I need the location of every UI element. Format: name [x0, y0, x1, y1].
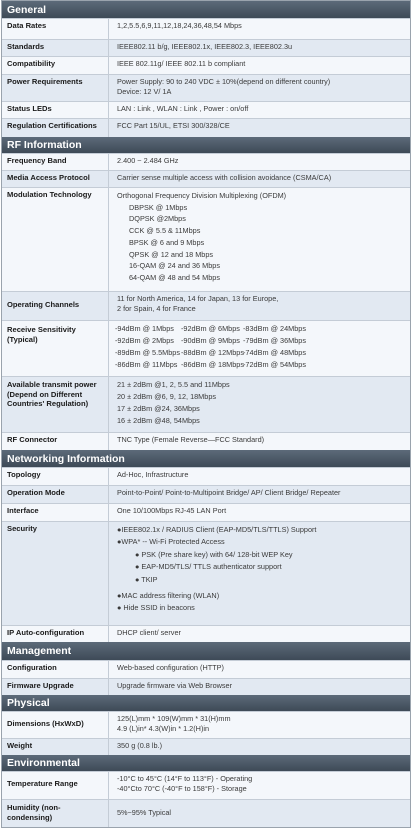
section-header-networking [2, 450, 410, 467]
section-title: Networking Information [7, 452, 125, 465]
table-row: -89dBm @ 5.5Mbps -88dBm @ 12Mbps -74dBm @ 48Mbps [115, 348, 306, 357]
spec-value: 125(L)mm * 109(W)mm * 31(H)mm 4.9 (L)in* 4.3(W)in * 1.2(H)in [108, 712, 410, 738]
spec-row-firmware [2, 678, 410, 695]
list-item: QPSK @ 12 and 18 Mbps [129, 249, 214, 259]
spec-value: Power Supply: 90 to 240 VDC ± 10%(depend on different country) Device: 12 V/ 1A [108, 75, 410, 101]
spec-row-channels [2, 291, 410, 320]
list-item: 16-QAM @ 24 and 36 Mbps [129, 261, 220, 271]
list-item: ● Hide SSID in beacons [117, 603, 195, 613]
section-header-general [2, 1, 410, 18]
spec-row-standards [2, 39, 410, 56]
spec-value: -10°C to 45°C (14°F to 113°F) - Operating -40°Cto 70°C (-40°F to 158°F) - Storage [108, 772, 410, 799]
spec-label: IP Auto-configuration [7, 628, 85, 637]
spec-row-topology [2, 467, 410, 485]
spec-row-power [2, 74, 410, 101]
section-title: General [7, 3, 47, 16]
spec-label: Modulation Technology [7, 190, 92, 199]
spec-label: Media Access Protocol [7, 173, 90, 182]
list-item: ●MAC address filtering (WLAN) [117, 591, 220, 601]
list-item: ● EAP-MD5/TLS/ TTLS authenticator support [135, 562, 282, 572]
spec-row-temperature [2, 771, 410, 799]
spec-value: TNC Type (Female Reverse—FCC Standard) [108, 433, 410, 450]
spec-label: Available transmit power (Depend on Different Countries' Regulation) [7, 380, 97, 409]
spec-value [108, 522, 410, 625]
section-title: Environmental [7, 757, 80, 769]
spec-row-transmit-power [2, 376, 410, 432]
spec-row-rf-connector [2, 432, 410, 450]
list-item: DQPSK @2Mbps [129, 214, 186, 224]
spec-value: IEEE802.11 b/g, IEEE802.1x, IEEE802.3, IEEE802.3u [108, 40, 410, 56]
list-item: ● PSK (Pre share key) with 64/ 128-bit WEP Key [135, 549, 293, 559]
spec-value: 350 g (0.8 lb.) [108, 739, 410, 755]
spec-value [108, 321, 410, 376]
list-item: ●IEEE802.1x / RADIUS Client (EAP-MD5/TLS/TTLS) Support [117, 525, 317, 534]
list-item: CCK @ 5.5 & 11Mbps [129, 226, 201, 236]
section-title: RF Information [7, 139, 82, 151]
section-header-environmental [2, 755, 410, 771]
spec-value: DHCP client/ server [108, 626, 410, 642]
spec-row-security [2, 521, 410, 625]
list-item: DBPSK @ 1Mbps [129, 202, 188, 212]
table-row: -94dBm @ 1Mbps -92dBm @ 6Mbps -83dBm @ 24Mbps [115, 324, 306, 333]
spec-label: Regulation Certifications [7, 121, 97, 130]
spec-row-modulation [2, 187, 410, 291]
table-row: -86dBm @ 11Mbps -86dBm @ 18Mbps -72dBm @ 54Mbps [115, 360, 306, 369]
spec-label: Status LEDs [7, 104, 52, 113]
spec-label: Frequency Band [7, 156, 67, 165]
section-header-management [2, 642, 410, 660]
spec-value: Web-based configuration (HTTP) [108, 661, 410, 678]
spec-value: FCC Part 15/UL, ETSI 300/328/CE [108, 119, 410, 137]
spec-label: Weight [7, 741, 33, 750]
spec-label: Configuration [7, 663, 57, 672]
spec-value: 5%~95% Typical [108, 800, 410, 827]
spec-row-data-rates [2, 18, 410, 39]
spec-label: Security [7, 524, 37, 533]
spec-row-dimensions [2, 711, 410, 738]
spec-label: Operating Channels [7, 300, 80, 309]
spec-label: Power Requirements [7, 77, 83, 86]
table-row: -92dBm @ 2Mbps -90dBm @ 9Mbps -79dBm @ 36Mbps [115, 336, 306, 345]
spec-row-compatibility [2, 56, 410, 74]
spec-value: One 10/100Mbps RJ-45 LAN Port [108, 504, 410, 521]
spec-label: RF Connector [7, 435, 58, 444]
spec-label: Dimensions (HxWxD) [7, 719, 84, 728]
spec-value: 2.400 ~ 2.484 GHz [108, 154, 410, 170]
spec-label: Standards [7, 42, 45, 51]
list-item: ● TKIP [135, 574, 158, 584]
spec-row-sensitivity [2, 320, 410, 376]
list-item: BPSK @ 6 and 9 Mbps [129, 237, 205, 247]
spec-row-humidity [2, 799, 410, 827]
spec-label: Data Rates [7, 21, 47, 30]
spec-value: Orthogonal Frequency Division Multiplexing (OFDM) DBPSK @ 1Mbps DQPSK @2Mbps CCK @ 5.5 & 11Mbps BPSK @ 6 and 9 Mbps QPSK @ 12 and 18 Mbps 16-QAM @ 24 and 36 Mbps 64-QAM @ 48 and 54 Mbps [108, 188, 410, 291]
spec-label: Operation Mode [7, 488, 65, 497]
spec-sheet [1, 0, 411, 828]
section-header-physical [2, 695, 410, 711]
spec-value: 21 ± 2dBm @1, 2, 5.5 and 11Mbps 20 ± 2dBm @6, 9, 12, 18Mbps 17 ± 2dBm @24, 36Mbps 16 ± 2dBm @48, 54Mbps [108, 377, 410, 432]
section-title: Physical [7, 697, 50, 709]
spec-row-operation-mode [2, 485, 410, 503]
spec-value: Ad-Hoc, Infrastructure [108, 468, 410, 485]
spec-row-ip-config [2, 625, 410, 642]
spec-row-status-leds [2, 101, 410, 118]
spec-value: Carrier sense multiple access with collision avoidance (CSMA/CA) [108, 171, 410, 187]
section-title: Management [7, 645, 72, 657]
spec-label: Receive Sensitivity (Typical) [7, 325, 76, 344]
spec-row-configuration [2, 660, 410, 678]
list-item: ●WPA* -- Wi-Fi Protected Access [117, 537, 225, 547]
spec-value: IEEE 802.11g/ IEEE 802.11 b compliant [108, 57, 410, 74]
spec-row-frequency-band [2, 153, 410, 170]
section-header-rf [2, 137, 410, 153]
spec-row-weight [2, 738, 410, 755]
list-item: 64-QAM @ 48 and 54 Mbps [129, 272, 220, 282]
spec-value: Point-to-Point/ Point-to-Multipoint Bridge/ AP/ Client Bridge/ Repeater [108, 486, 410, 503]
spec-label: Temperature Range [7, 779, 78, 788]
spec-value: 11 for North America, 14 for Japan, 13 for Europe, 2 for Spain, 4 for France [108, 292, 410, 320]
spec-value: 1,2,5.5,6,9,11,12,18,24,36,48,54 Mbps [108, 19, 410, 39]
spec-label: Topology [7, 470, 41, 479]
spec-label: Compatibility [7, 59, 56, 68]
spec-label: Interface [7, 506, 39, 515]
spec-value: Upgrade firmware via Web Browser [108, 679, 410, 695]
spec-row-certifications [2, 118, 410, 137]
spec-value: LAN : Link , WLAN : Link , Power : on/off [108, 102, 410, 118]
spec-row-interface [2, 503, 410, 521]
spec-label: Humidity (non- condensing) [7, 803, 61, 822]
spec-row-media-access [2, 170, 410, 187]
spec-label: Firmware Upgrade [7, 681, 74, 690]
